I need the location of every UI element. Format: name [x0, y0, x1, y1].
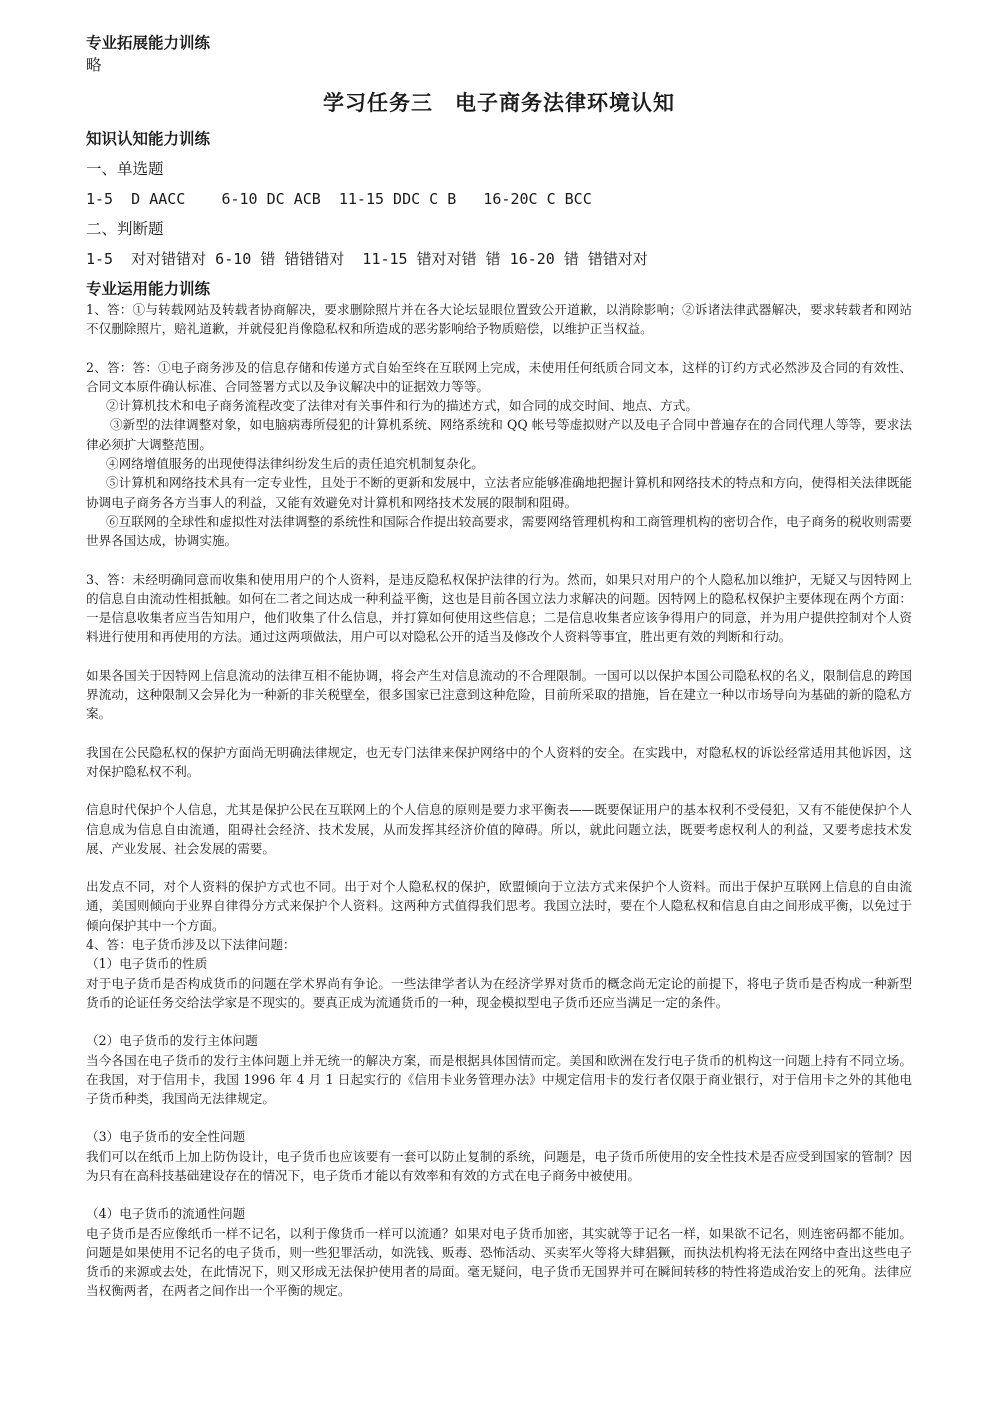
true-false-answers: 1-5 对对错错对 6-10 错 错错错对 11-15 错对对错 错 16-20 错 错错对对	[86, 250, 648, 268]
section-heading-extension: 专业拓展能力训练	[86, 34, 211, 52]
answer-4-heading-3: （3）电子货币的安全性问题	[86, 1129, 246, 1145]
answer-2-point-2: ②计算机技术和电子商务流程改变了法律对有关事件和行为的描述方式，如合同的成交时间、地点、方式。	[106, 398, 698, 414]
answer-3-para-2: 如果各国关于因特网上信息流动的法律互相不能协调，将会产生对信息流动的不合理限制。一国可以以保护本国公司隐私权的名义，限制信息的跨国界流动，这种限制又会异化为一种新的非关税壁垒，很多国家已注意到这种危险，目前所采取的措施，旨在建立一种以市场导向为基础的新的隐私方案。	[86, 667, 912, 722]
answer-4-heading-4: （4）电子货币的流通性问题	[86, 1206, 246, 1222]
answer-1: 1、答：①与转载网站及转载者协商解决，要求删除照片并在各大论坛显眼位置致公开道歉，以消除影响；②诉诸法律武器解决，要求转载者和网站不仅删除照片，赔礼道歉，并就侵犯肖像隐私权和所造成的恶劣影响给予物质赔偿，以维护正当权益。	[86, 302, 912, 337]
answer-2-point-4: ④网络增值服务的出现使得法律纠纷发生后的责任追究机制复杂化。	[106, 456, 484, 472]
answer-2-point-6: ⑥互联网的全球性和虚拟性对法律调整的系统性和国际合作提出较高要求，需要网络管理机构和工商管理机构的密切合作，电子商务的税收则需要世界各国达成，协调实施。	[86, 513, 912, 549]
single-choice-heading: 一、单选题	[86, 160, 164, 178]
true-false-heading: 二、判断题	[86, 220, 164, 238]
single-choice-answers: 1-5 D AACC 6-10 DC ACB 11-15 DDC C B 16-20C C BCC	[86, 190, 592, 208]
section-heading-application: 专业运用能力训练	[86, 280, 211, 298]
answer-3-para-3: 我国在公民隐私权的保护方面尚无明确法律规定，也无专门法律来保护网络中的个人资料的安全。在实践中，对隐私权的诉讼经常适用其他诉因，这对保护隐私权不利。	[86, 744, 912, 779]
answer-4-para-1: 对于电子货币是否构成货币的问题在学术界尚有争论。一些法律学者认为在经济学界对货币的概念尚无定论的前提下，将电子货币是否构成一种新型货币的论证任务交给法学家是不现实的。要真正成为流通货币的一种，现金模拟型电子货币还应当满足一定的条件。	[86, 975, 912, 1010]
document-page	[86, 32, 912, 1301]
answer-4-intro: 4、答：电子货币涉及以下法律问题：	[86, 937, 296, 953]
answer-4-para-4: 电子货币是否应像纸币一样不记名，以利于像货币一样可以流通？如果对电子货币加密，其实就等于记名一样，如果欲不记名，则连密码都不能加。问题是如果使用不记名的电子货币，则一些犯罪活动，如洗钱、贩毒、恐怖活动、买卖军火等将大肆猖獗，而执法机构将无法在网络中查出这些电子货币的来源或去处，在此情况下，则又形成无法保护使用者的局面。毫无疑问，电子货币无国界并可在瞬间转移的特性将造成治安上的死角。法律应当权衡两者，在两者之间作出一个平衡的规定。	[86, 1225, 912, 1299]
answer-4-para-2: 当今各国在电子货币的发行主体问题上并无统一的解决方案，而是根据具体国情而定。美国和欧洲在发行电子货币的机构这一问题上持有不同立场。在我国，对于信用卡，我国 1996 年 4 月 1 日起实行的《信用卡业务管理办法》中规定信用卡的发行者仅限于商业银行，对于信用卡之外的其他电子货币种类，我国尚无法律规定。	[86, 1052, 912, 1107]
answer-4-heading-1: （1）电子货币的性质	[86, 956, 208, 972]
answer-2-point-5: ⑤计算机和网络技术具有一定专业性，且处于不断的更新和发展中，立法者应能够准确地把握计算机和网络技术的特点和方向，使得相关法律既能协调电子商务各方当事人的利益，又能有效避免对计算机和网络技术发展的限制和阻碍。	[86, 475, 912, 510]
page-title: 学习任务三 电子商务法律环境认知	[323, 91, 675, 115]
answer-4-para-3: 我们可以在纸币上加上防伪设计，电子货币也应该要有一套可以防止复制的系统，问题是，电子货币所使用的安全性技术是否应受到国家的管制？因为只有在高科技基础建设存在的情况下，电子货币才能以有效率和有效的方式在电子商务中被使用。	[86, 1148, 912, 1183]
section-heading-knowledge: 知识认知能力训练	[86, 130, 211, 148]
answer-4-heading-2: （2）电子货币的发行主体问题	[86, 1033, 258, 1049]
answer-3-para-5: 出发点不同，对个人资料的保护方式也不同。出于对个人隐私权的保护，欧盟倾向于立法方式来保护个人资料。而出于保护互联网上信息的自由流通，美国则倾向于业界自律得分方式来保护个人资料。这两种方式值得我们思考。我国立法时，要在个人隐私权和信息自由之间形成平衡，以免过于倾向保护其中一个方面。	[86, 879, 912, 933]
extension-note: 略	[86, 56, 102, 74]
answer-3-para-1: 3、答：未经明确同意而收集和使用用户的个人资料，是违反隐私权保护法律的行为。然而，如果只对用户的个人隐私加以维护，无疑又与因特网上的信息自由流动性相抵触。如何在二者之间达成一种利益平衡，这也是目前各国立法力求解决的问题。因特网上的隐私权保护主要体现在两个方面：一是信息收集者应当告知用户，他们收集了什么信息，并打算如何使用这些信息；二是信息收集者应该争得用户的同意，并为用户提供控制对个人资料进行使用和再使用的方法。通过这两项做法，用户可以对隐私公开的适当及修改个人资料等事宜，胜出更有效的判断和行动。	[86, 571, 912, 645]
answer-2-point-3: ③新型的法律调整对象，如电脑病毒所侵犯的计算机系统、网络系统和 QQ 帐号等虚拟财产以及电子合同中普遍存在的合同代理人等等，要求法律必须扩大调整范围。	[86, 417, 912, 452]
answer-2-intro: 2、答：答：①电子商务涉及的信息存储和传递方式自始至终在互联网上完成，未使用任何纸质合同文本，这样的订约方式必然涉及合同的有效性、合同文本原件确认标准、合同签署方式以及争议解决中的证据效力等等。	[86, 359, 912, 394]
answer-3-para-4: 信息时代保护个人信息，尤其是保护公民在互联网上的个人信息的原则是要力求平衡表——既要保证用户的基本权利不受侵犯，又有不能使保护个人信息成为信息自由流通，阻碍社会经济、技术发展，从而发挥其经济价值的障碍。所以，就此问题立法，既要考虑权利人的利益，又要考虑技术发展、产业发展、社会发展的需要。	[86, 802, 912, 856]
